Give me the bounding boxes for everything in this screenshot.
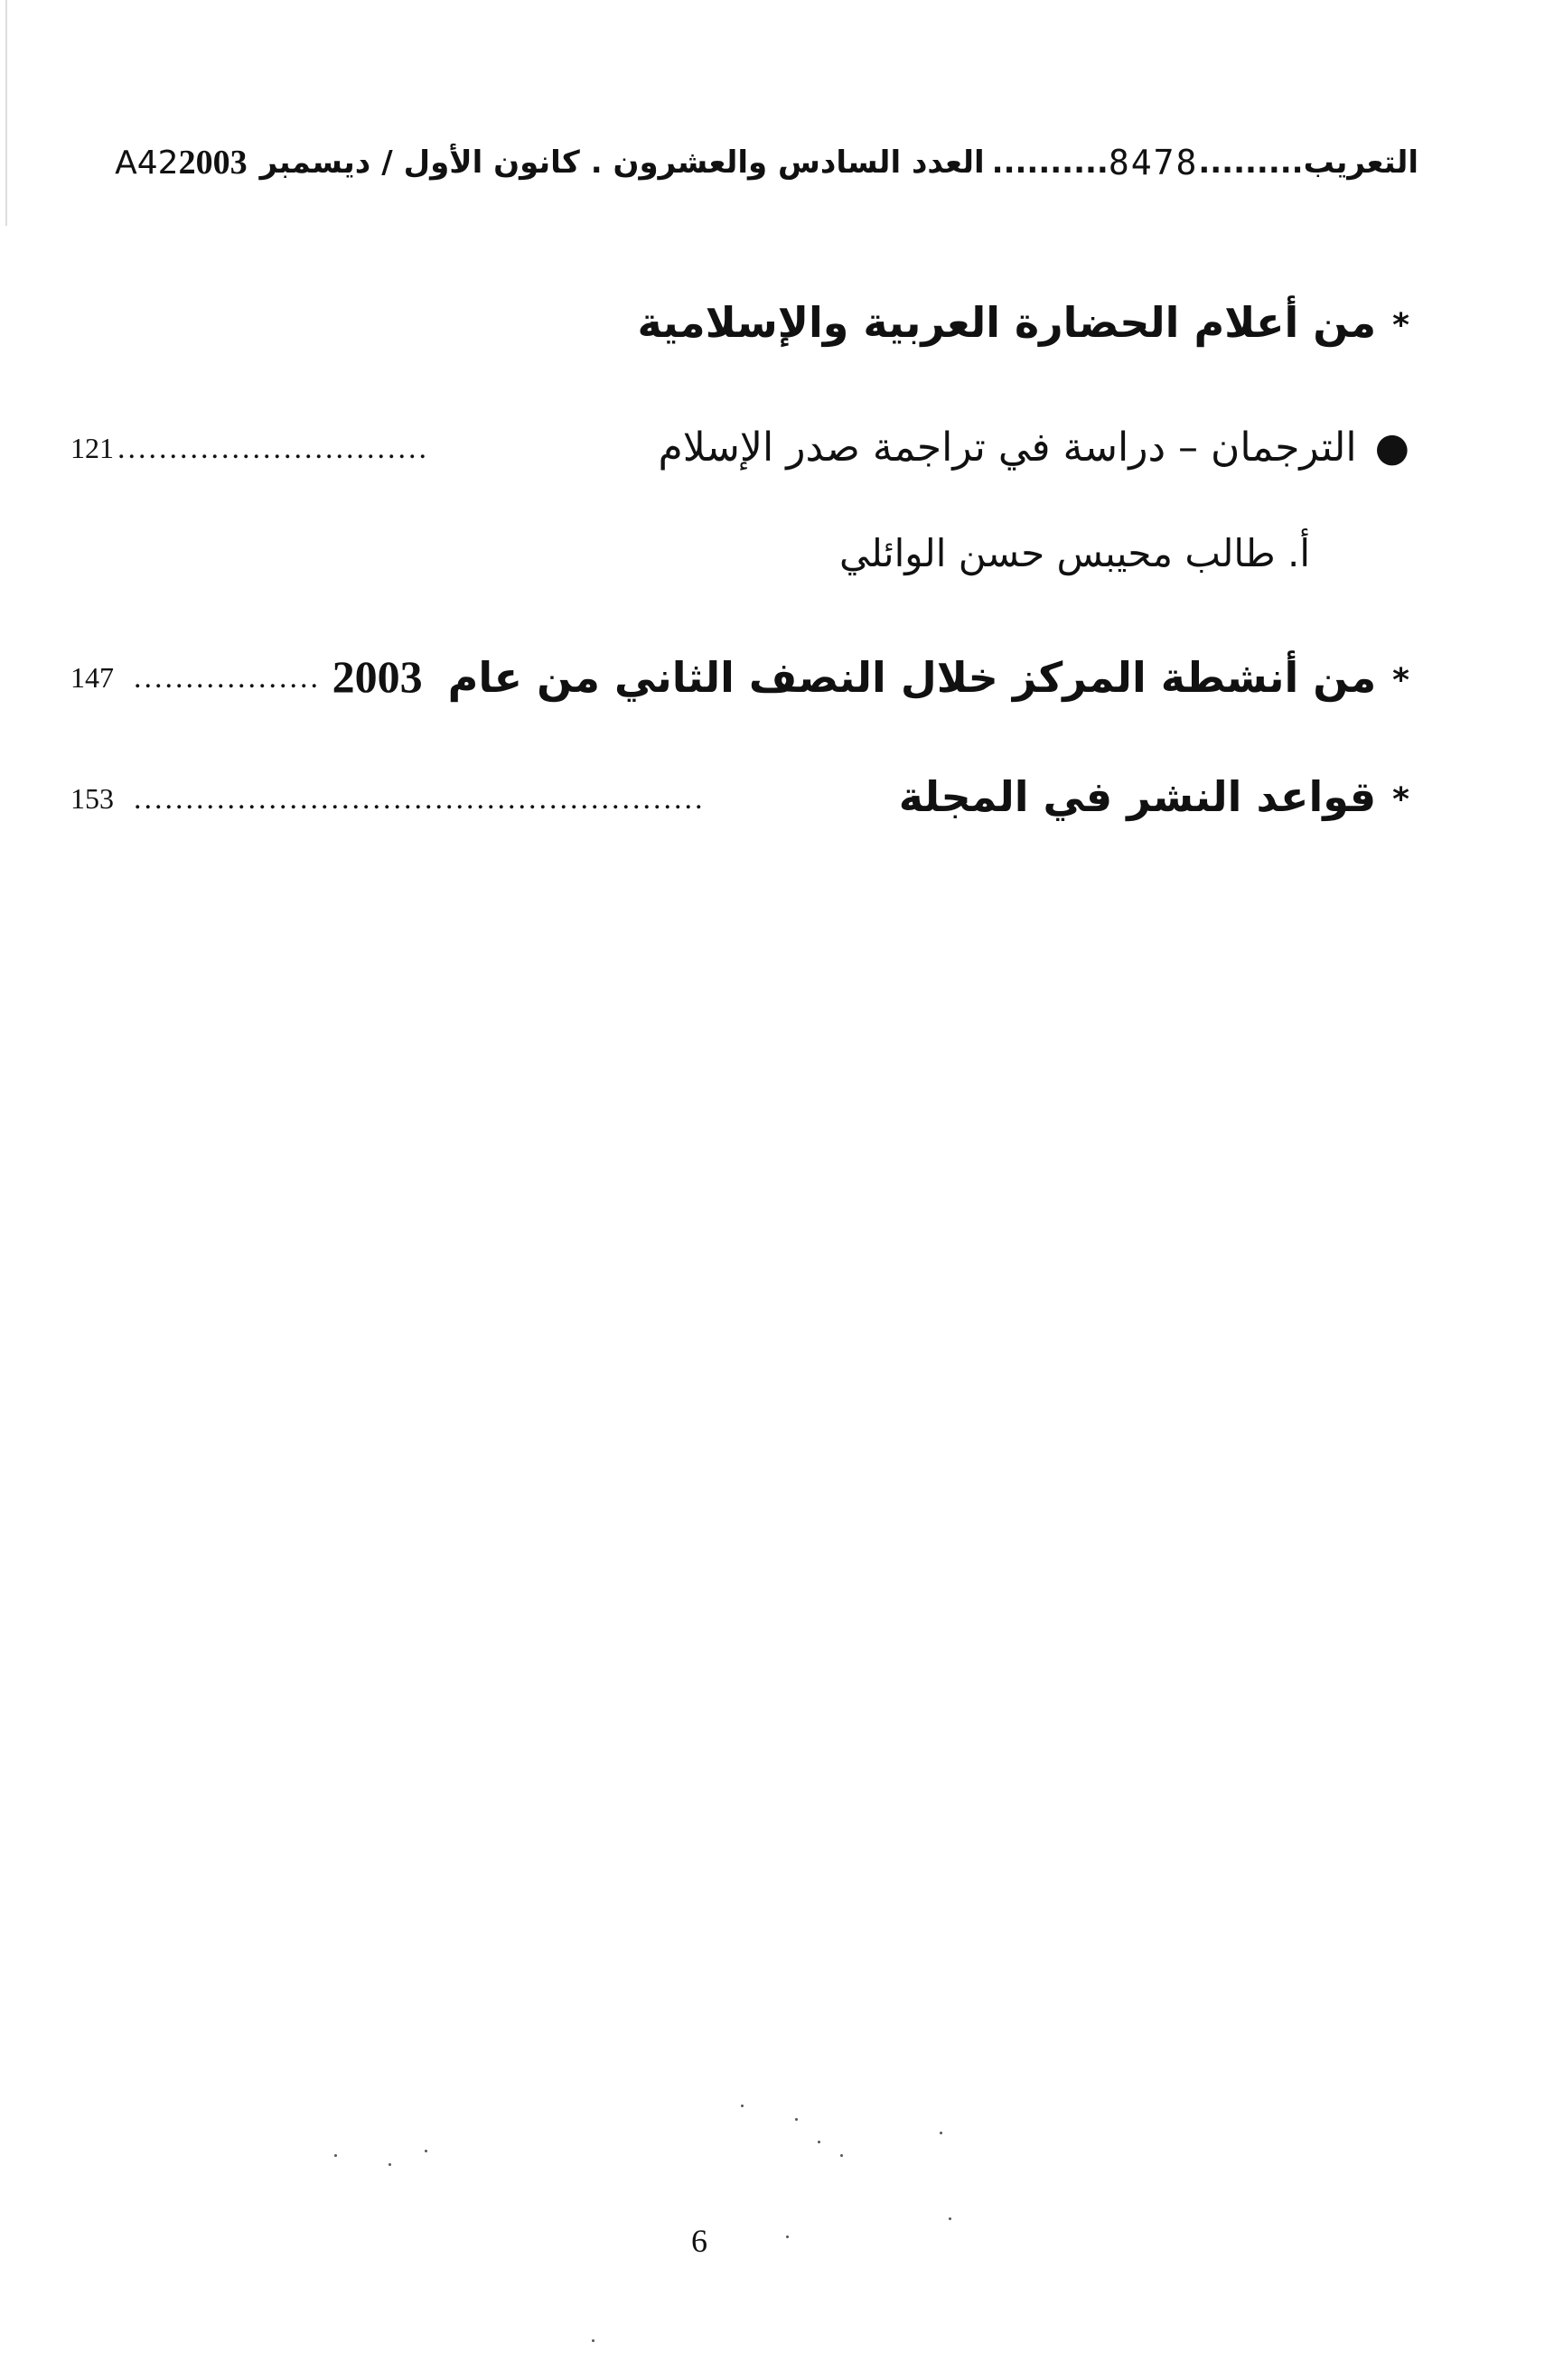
toc-section-title-3: قواعد النشر في المجلة: [898, 772, 1377, 821]
toc-page-number-1: 121: [70, 432, 114, 464]
scan-edge-line: [5, 0, 7, 226]
scan-speck: [786, 2235, 789, 2238]
header-dots-2: ..........: [991, 145, 1109, 181]
toc-entry-title-1: الترجمان – دراسة في تراجمة صدر الإسلام: [658, 425, 1357, 471]
header-issue: العدد السادس والعشرون .: [590, 145, 985, 181]
header-dots-1: .........: [1198, 145, 1304, 181]
scan-speck: [949, 2217, 951, 2220]
bullet-marker: ●: [1374, 425, 1409, 471]
header-journal-name: التعريب: [1303, 145, 1418, 181]
running-header: [0, 126, 1418, 199]
header-year: 2003: [178, 144, 248, 182]
toc-leader-2: ..................: [134, 661, 321, 695]
scan-speck: [334, 2154, 337, 2157]
scan-speck: [840, 2154, 843, 2157]
toc-page-number-2: 147: [70, 661, 114, 694]
header-month-alt: كانون الأول: [403, 145, 580, 181]
toc-leader-1: ..............................: [117, 432, 429, 465]
star-marker: *: [1392, 307, 1409, 344]
header-slash: /: [381, 145, 393, 181]
page-number: 6: [691, 2223, 707, 2259]
toc-section-title-1: من أعلام الحضارة العربية والإسلامية: [637, 298, 1377, 347]
header-handwritten-code: A42: [115, 144, 179, 182]
toc-section-year-2: 2003: [332, 651, 423, 702]
star-marker: *: [1392, 662, 1409, 699]
toc-page-number-3: 153: [70, 782, 114, 815]
toc-entry-1: [659, 425, 1409, 471]
scan-speck: [795, 2118, 798, 2121]
star-marker: *: [1392, 781, 1409, 818]
toc-entry-author-1: أ. طالب محيبس حسن الوائلي: [838, 531, 1310, 575]
scan-speck: [388, 2163, 391, 2166]
toc-section-title-2: من أنشطة المركز خلال النصف الثاني من عام: [447, 653, 1377, 702]
header-handwritten-number: 8478: [1108, 143, 1199, 182]
toc-section-heading-2: [332, 650, 1409, 703]
toc-section-heading-1: [637, 298, 1409, 347]
scan-speck: [592, 2339, 594, 2342]
header-month: ديسمبر: [259, 145, 371, 181]
toc-leader-3: .......................................................: [134, 782, 706, 816]
scan-speck: [940, 2132, 942, 2134]
toc-section-heading-3: [899, 772, 1409, 821]
scan-speck: [425, 2150, 427, 2152]
scan-speck: [741, 2105, 744, 2107]
scan-speck: [818, 2141, 820, 2143]
